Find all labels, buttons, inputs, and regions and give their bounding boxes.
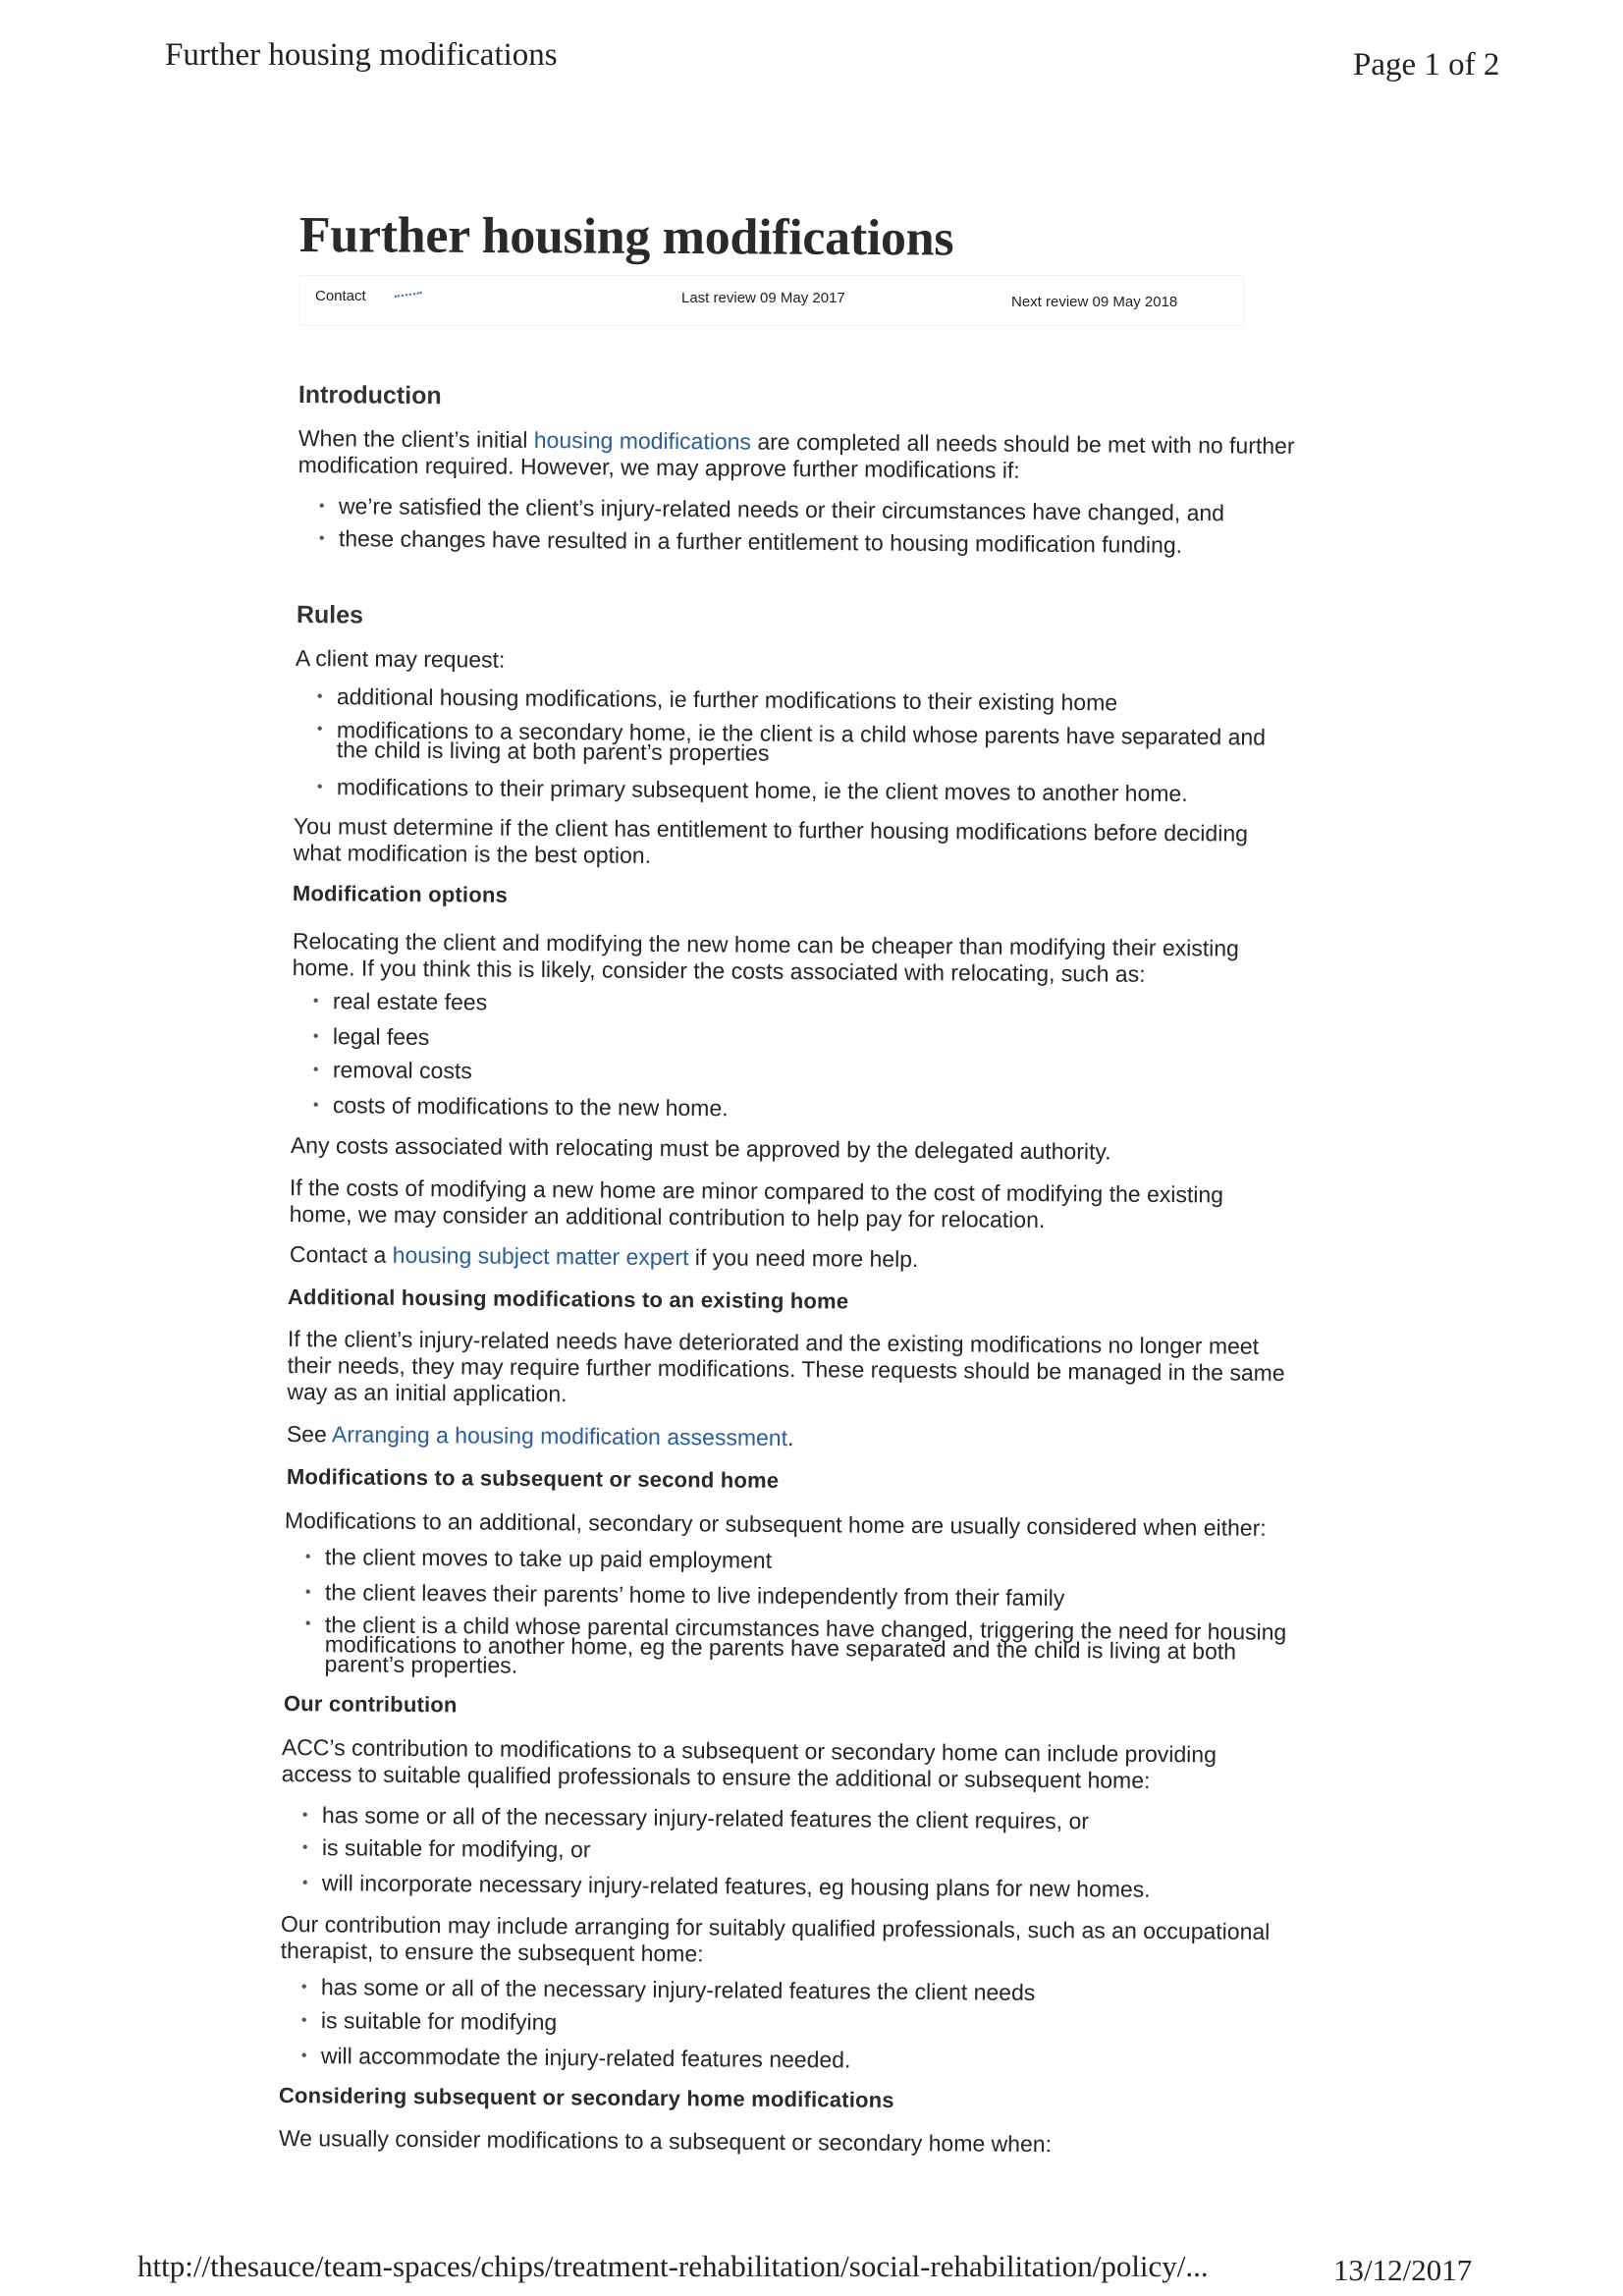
inline-link[interactable]: housing subject matter expert <box>392 1241 689 1271</box>
text-run: We usually consider modifications to a subsequent or secondary home when: <box>278 2125 1053 2158</box>
text-run: is suitable for modifying, or <box>321 1834 591 1863</box>
text-run: Modifications to a subsequent or second home <box>286 1463 779 1493</box>
bullet-item <box>318 493 1223 526</box>
paragraph <box>285 1507 1267 1542</box>
section-heading <box>298 381 441 410</box>
text-run: real estate fees <box>332 987 487 1014</box>
page-title: Further housing modifications <box>298 206 954 267</box>
text-run: Relocating the client and modifying the new home can be cheaper than modifying their existing home. If you think this is likely, consider the costs associated with relocating, such as: <box>292 928 1239 988</box>
section-heading <box>283 1691 457 1718</box>
bullet-item <box>312 1057 471 1084</box>
inline-link[interactable]: housing modifications <box>533 426 751 455</box>
text-run: has some or all of the necessary injury-related features the client requires, or <box>321 1802 1090 1834</box>
text-run: has some or all of the necessary injury-related features the client needs <box>320 1973 1036 2005</box>
text-run: modifications to a secondary home, ie the client is a child whose parents have separated and the child is living at both parent’s properties <box>336 717 1267 767</box>
next-review: Next review 09 May 2018 <box>1011 294 1178 310</box>
bullet-item <box>302 1834 591 1863</box>
bullet-item <box>317 683 1117 716</box>
text-run: Contact a <box>289 1241 393 1268</box>
inline-link[interactable]: Arranging a housing modification assessment <box>331 1421 787 1451</box>
text-run: if you need more help. <box>687 1244 919 1273</box>
bullet-item <box>300 2007 557 2036</box>
text-run: the client moves to take up paid employment <box>324 1544 773 1573</box>
text-run: If the costs of modifying a new home are minor compared to the cost of modifying the existing home, we may consider an additional contribution to help pay for relocation. <box>289 1175 1223 1233</box>
bullet-item <box>302 1870 1151 1903</box>
paragraph <box>280 1911 1270 1972</box>
bullet-item <box>317 717 1267 767</box>
paragraph <box>289 1175 1223 1234</box>
section-heading <box>297 601 363 630</box>
section-heading <box>288 1285 849 1314</box>
page-number: Page 1 of 2 <box>1353 47 1500 82</box>
text-run: Our contribution <box>283 1691 458 1718</box>
paragraph <box>298 425 1294 486</box>
bullet-item <box>300 1974 1035 2006</box>
text-run: the client leaves their parents’ home to live independently from their family <box>324 1579 1065 1612</box>
paragraph <box>292 928 1238 989</box>
paragraph <box>291 1132 1111 1166</box>
text-run: See <box>286 1421 332 1448</box>
text-run: A client may request: <box>295 644 506 673</box>
text-run: removal costs <box>332 1057 472 1084</box>
text-run: Modifications to an additional, secondary or subsequent home are usually considered when either: <box>284 1506 1267 1541</box>
contact-label: Contact <box>315 288 366 304</box>
text-run: will accommodate the injury-related features needed. <box>320 2043 851 2073</box>
bullet-item <box>317 774 1188 807</box>
text-run: Rules <box>296 600 364 629</box>
text-run: ACC’s contribution to modifications to a subsequent or secondary home can include providing access to suitable qualified professionals to ensure the additional or subsequent home: <box>281 1734 1217 1793</box>
text-run: Additional housing modifications to an existing home <box>287 1284 849 1314</box>
text-run: Our contribution may include arranging for suitably qualified professionals, such as an occupational therapist, to ensure the subsequent home: <box>280 1911 1271 1967</box>
text-run: these changes have resulted in a further entitlement to housing modification funding. <box>338 525 1182 558</box>
print-footer-date: 13/12/2017 <box>1333 2253 1473 2287</box>
text-run: Considering subsequent or secondary home modifications <box>278 2082 894 2112</box>
text-run: will incorporate necessary injury-related features, eg housing plans for new homes. <box>321 1870 1151 1903</box>
text-run: Introduction <box>298 380 442 410</box>
print-header-title: Further housing modifications <box>165 37 558 73</box>
bullet-item <box>305 1579 1065 1612</box>
paragraph <box>289 1241 918 1273</box>
text-run: Modification options <box>292 881 508 908</box>
text-run: are completed all needs should be met with no further modification required. However, we may approve further modifications if: <box>298 428 1295 483</box>
text-run: You must determine if the client has entitlement to further housing modifications before deciding what modification is the best option. <box>293 813 1249 869</box>
bullet-item <box>312 1023 429 1051</box>
paragraph <box>282 1734 1217 1794</box>
text-run: the client is a child whose parental circumstances have changed, triggering the need for housing modifications to another home, eg the parents have separated and the child is living at both parent’s properties. <box>324 1612 1287 1678</box>
bullet-item <box>302 1802 1089 1834</box>
text-run: Any costs associated with relocating must be approved by the delegated authority. <box>290 1131 1111 1165</box>
paragraph <box>294 813 1249 874</box>
paragraph <box>287 1326 1285 1413</box>
review-meta-bar <box>299 275 1244 326</box>
contact-link[interactable] <box>395 292 422 301</box>
bullet-item <box>318 525 1181 559</box>
bullet-item <box>312 1092 728 1121</box>
text-run: legal fees <box>332 1022 430 1050</box>
text-run: When the client’s initial <box>298 424 534 453</box>
paragraph <box>279 2125 1052 2158</box>
text-run: we’re satisfied the client’s injury-related needs or their circumstances have changed, and <box>338 493 1224 526</box>
section-heading <box>286 1464 779 1494</box>
section-heading <box>279 2083 894 2113</box>
bullet-item <box>305 1544 772 1574</box>
paragraph <box>295 645 505 674</box>
bullet-item <box>305 1614 1287 1681</box>
section-heading <box>292 881 507 908</box>
bullet-item <box>312 988 486 1015</box>
text-run: modifications to their primary subsequent home, ie the client moves to another home. <box>336 773 1188 806</box>
text-run: costs of modifications to the new home. <box>332 1092 729 1121</box>
last-review: Last review 09 May 2017 <box>681 290 845 306</box>
text-run: is suitable for modifying <box>320 2007 557 2036</box>
bullet-item <box>300 2043 850 2073</box>
print-footer-url: http://thesauce/team-spaces/chips/treatment-rehabilitation/social-rehabilitation/policy/... <box>137 2249 1209 2283</box>
text-run: additional housing modifications, ie further modifications to their existing home <box>336 683 1118 716</box>
text-run: . <box>786 1425 794 1451</box>
text-run: If the client’s injury-related needs have deteriorated and the existing modifications no longer meet their needs, they may require further modifications. These requests should be managed in the same way as an initial application. <box>287 1325 1285 1406</box>
paragraph <box>286 1421 793 1451</box>
